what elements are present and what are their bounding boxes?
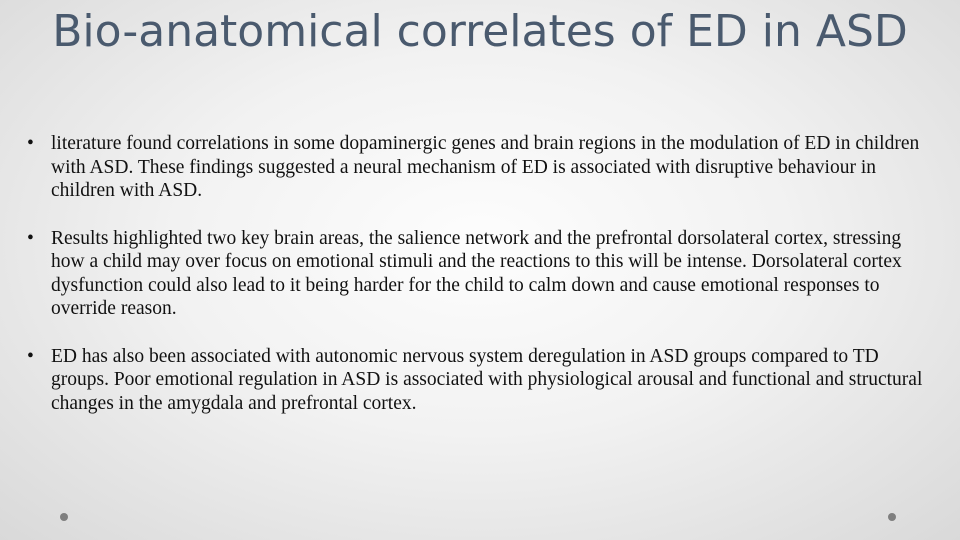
bullet-dot-icon: • [27,227,34,249]
bullet-item [24,132,934,203]
bullet-dot-icon: • [27,345,34,367]
decorative-dot-icon [60,513,68,521]
slide-title: Bio-anatomical correlates of ED in ASD [52,6,908,57]
bullet-list [24,132,934,415]
bullet-item [24,227,934,321]
bullet-text: literature found correlations in some dopaminergic genes and brain regions in the modulation of ED in children with ASD. These findings suggested a neural mechanism of ED is associated with disruptive behaviour in children with ASD. [51,133,920,201]
bullet-text: Results highlighted two key brain areas, the salience network and the prefrontal dorsolateral cortex, stressing how a child may over focus on emotional stimuli and the reactions to this will be intense. Dorsolateral cortex dysfunction could also lead to it being harder for the child to calm down and cause emotional responses to override reason. [51,227,902,319]
bullet-dot-icon: • [27,133,34,154]
bullet-item [24,345,934,416]
decorative-dot-icon [888,513,896,521]
bullet-text: ED has also been associated with autonomic nervous system deregulation in ASD groups compared to TD groups. Poor emotional regulation in ASD is associated with physiological arousal and functional and structural changes in the amygdala and prefrontal cortex. [51,345,923,414]
